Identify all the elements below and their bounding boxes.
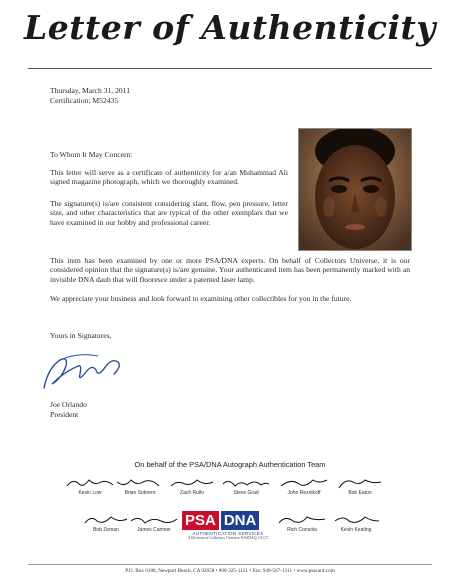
team-member-name: Kevin Low — [78, 490, 102, 496]
psa-dna-logo — [182, 511, 274, 540]
team-heading: On behalf of the PSA/DNA Autograph Authentication Team — [134, 460, 326, 469]
team-member-name: Bob Zeman — [93, 527, 119, 533]
footer-address: P.O. Box 6180, Newport Beach, CA 92658 • 800-325-1121 • Fax: 949-567-1311 • www.psacard.com — [125, 568, 335, 574]
team-signature — [328, 513, 384, 533]
team-member-name: Steve Grad — [233, 490, 259, 496]
footer-divider — [28, 564, 432, 565]
logo-subtitle-2: A Division of Collectors Universe NASDAQ: CLCT — [187, 536, 269, 540]
team-member-name: John Reznikoff — [287, 490, 321, 496]
paragraph-4: We appreciate your business and look forward to examining other collectibles for you in the future. — [50, 294, 352, 303]
team-signature — [218, 476, 274, 496]
team-member-name: Rich Consola — [287, 527, 317, 533]
letter-title: Letter of Authenticity — [24, 8, 436, 47]
paragraph-2: The signature(s) is/are consistent considering slant, flow, pen pressure, letter size, and other characteristics that are typical of the other exemplars that we have examined in our hobby and professional career. — [50, 199, 288, 227]
team-member-name: Bob Eaton — [348, 490, 372, 496]
certification-number: Certification: M52435 — [50, 96, 119, 105]
team-member-name: Zach Rullo — [180, 490, 204, 496]
team-member-name: Kevin Keating — [340, 527, 372, 533]
closing: Yours in Signatures, — [50, 331, 112, 340]
team-signature — [62, 476, 118, 496]
team-signature — [164, 476, 220, 496]
team-member-name: Brian Sobrero — [124, 490, 156, 496]
psa-logo-text: PSA — [182, 511, 219, 530]
portrait-photo — [298, 128, 412, 251]
dna-logo-text: DNA — [219, 511, 260, 530]
team-signature — [276, 476, 332, 496]
team-signature — [126, 513, 182, 533]
paragraph-3: This item has been examined by one or more PSA/DNA experts. On behalf of Collectors Universe, it is our considered opinion that the signature(s) is/are genuine. Your authenticated item has been permanently marked with an invisible DNA daub that will fluoresce under a patented laser lamp. — [50, 256, 410, 284]
team-signature — [274, 513, 330, 533]
logo-subtitle: AUTHENTICATION SERVICES — [192, 531, 264, 536]
paragraph-1: This letter will serve as a certificate of authenticity for a/an Muhammad Ali signed magazine photograph, which we thoroughly examined. — [50, 168, 288, 187]
signer-title: President — [50, 410, 79, 419]
signer-name: Joe Orlando — [50, 400, 87, 409]
letter-date: Thursday, March 31, 2011 — [50, 86, 130, 95]
salutation: To Whom It May Concern: — [50, 150, 133, 159]
team-signature — [112, 476, 168, 496]
team-member-name: James Camner — [137, 527, 171, 533]
title-divider — [28, 68, 432, 69]
team-signature — [332, 476, 388, 496]
president-signature — [38, 348, 134, 399]
